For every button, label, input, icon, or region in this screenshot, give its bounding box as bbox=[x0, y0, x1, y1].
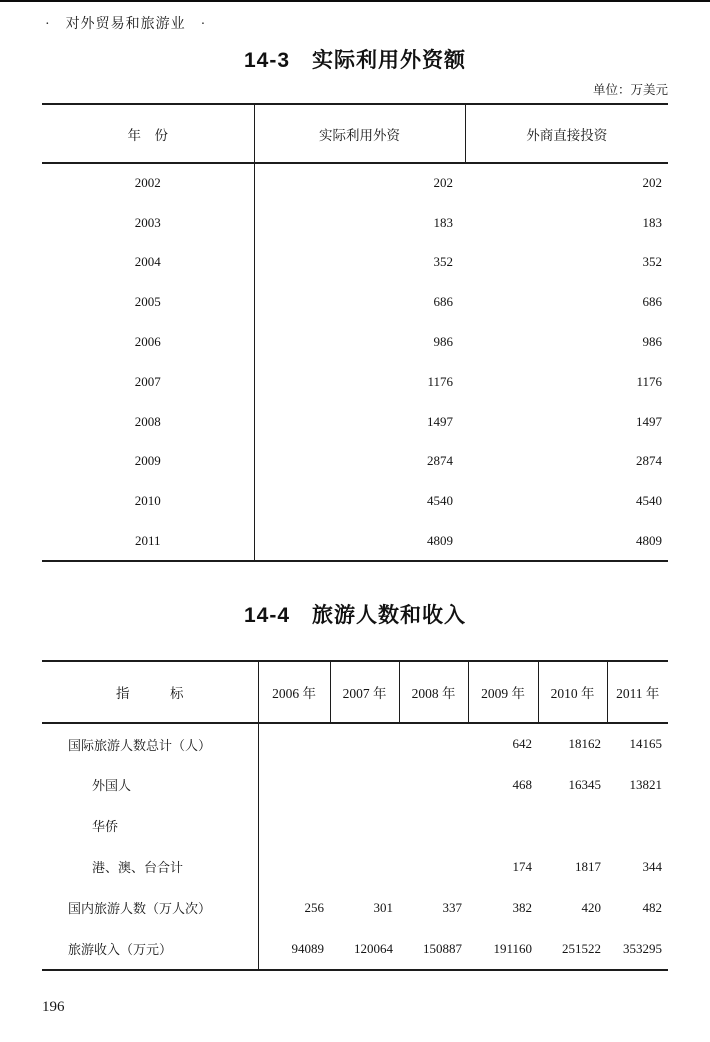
scan-edge-line bbox=[0, 0, 710, 2]
value-cell-2009: 468 bbox=[512, 776, 532, 792]
value-cell-2011: 14165 bbox=[629, 736, 662, 752]
table2-col-header-2007: 2007 年 bbox=[330, 661, 399, 723]
table1-row bbox=[42, 481, 668, 521]
table2-title: 14-4 旅游人数和收入 bbox=[243, 604, 467, 627]
utilized-foreign-capital-cell: 183 bbox=[433, 214, 453, 230]
table1-col-header-fdi: 外商直接投资 bbox=[465, 104, 668, 163]
value-cell-2008 bbox=[399, 723, 468, 764]
value-cell-2011 bbox=[607, 805, 668, 846]
table2-row bbox=[42, 887, 668, 928]
table2-row bbox=[42, 723, 668, 764]
foreign-direct-investment-cell: 1176 bbox=[636, 373, 662, 389]
utilized-foreign-capital-cell: 1176 bbox=[427, 373, 453, 389]
table1-row bbox=[42, 322, 668, 362]
utilized-foreign-capital-cell: 986 bbox=[433, 334, 453, 350]
indicator-label-cell: 国内旅游人数（万人次） bbox=[42, 887, 258, 928]
foreign-direct-investment-cell: 352 bbox=[642, 254, 662, 270]
unit-label: 单位：万美元 bbox=[592, 83, 668, 97]
year-cell: 2011 bbox=[42, 521, 254, 561]
value-cell-2010: 1817 bbox=[575, 858, 601, 874]
value-cell-2010: 16345 bbox=[568, 776, 601, 792]
table2-row bbox=[42, 764, 668, 805]
value-cell-2009: 174 bbox=[512, 858, 532, 874]
indicator-label-cell: 旅游收入（万元） bbox=[42, 928, 258, 969]
value-cell-2007: 301 bbox=[373, 899, 393, 915]
year-cell: 2004 bbox=[42, 243, 254, 283]
table1-row bbox=[42, 243, 668, 283]
value-cell-2009: 191160 bbox=[493, 940, 532, 956]
table2-col-header-2008: 2008 年 bbox=[399, 661, 468, 723]
table2-col-header-2010: 2010 年 bbox=[538, 661, 607, 723]
table1-row bbox=[42, 282, 668, 322]
year-cell: 2009 bbox=[42, 442, 254, 482]
value-cell-2007: 120064 bbox=[354, 940, 393, 956]
value-cell-2007 bbox=[330, 764, 399, 805]
utilized-foreign-capital-cell: 202 bbox=[433, 175, 453, 191]
value-cell-2011: 344 bbox=[642, 858, 662, 874]
value-cell-2011: 482 bbox=[642, 899, 662, 915]
year-cell: 2006 bbox=[42, 322, 254, 362]
foreign-direct-investment-cell: 986 bbox=[642, 334, 662, 350]
value-cell-2006 bbox=[258, 846, 330, 887]
utilized-foreign-capital-cell: 4540 bbox=[427, 493, 453, 509]
value-cell-2011: 13821 bbox=[629, 776, 662, 792]
table1-row bbox=[42, 402, 668, 442]
value-cell-2009: 382 bbox=[512, 899, 532, 915]
value-cell-2008: 337 bbox=[442, 899, 462, 915]
table1-row bbox=[42, 163, 668, 203]
value-cell-2008 bbox=[399, 764, 468, 805]
utilized-foreign-capital-cell: 4809 bbox=[427, 532, 453, 548]
value-cell-2010: 18162 bbox=[568, 736, 601, 752]
value-cell-2010 bbox=[538, 805, 607, 846]
table2-row bbox=[42, 928, 668, 969]
value-cell-2006: 256 bbox=[304, 899, 324, 915]
indicator-label-cell: 港、澳、台合计 bbox=[42, 846, 258, 887]
foreign-direct-investment-cell: 2874 bbox=[636, 453, 662, 469]
indicator-label-cell: 外国人 bbox=[42, 764, 258, 805]
table2-col-header-2011: 2011 年 bbox=[607, 661, 668, 723]
value-cell-2007 bbox=[330, 846, 399, 887]
year-cell: 2008 bbox=[42, 402, 254, 442]
value-cell-2010: 420 bbox=[581, 899, 601, 915]
value-cell-2006 bbox=[258, 723, 330, 764]
indicator-label-cell: 国际旅游人数总计（人） bbox=[42, 723, 258, 764]
table1-row bbox=[42, 521, 668, 561]
year-cell: 2010 bbox=[42, 481, 254, 521]
page-number: 196 bbox=[42, 999, 65, 1015]
foreign-direct-investment-cell: 1497 bbox=[636, 413, 662, 429]
foreign-direct-investment-cell: 183 bbox=[642, 214, 662, 230]
foreign-capital-table bbox=[42, 103, 668, 562]
table1-title: 14-3 实际利用外资额 bbox=[243, 49, 467, 72]
value-cell-2010: 251522 bbox=[562, 940, 601, 956]
table1-row bbox=[42, 442, 668, 482]
value-cell-2006 bbox=[258, 764, 330, 805]
foreign-direct-investment-cell: 4540 bbox=[636, 493, 662, 509]
utilized-foreign-capital-cell: 2874 bbox=[427, 453, 453, 469]
table2-header-row bbox=[42, 661, 668, 723]
table2-col-header-2006: 2006 年 bbox=[258, 661, 330, 723]
table1-row bbox=[42, 203, 668, 243]
foreign-direct-investment-cell: 202 bbox=[642, 175, 662, 191]
utilized-foreign-capital-cell: 686 bbox=[433, 294, 453, 310]
foreign-direct-investment-cell: 4809 bbox=[636, 532, 662, 548]
table1-col-header-utilized: 实际利用外资 bbox=[254, 104, 465, 163]
year-cell: 2002 bbox=[42, 163, 254, 203]
table2-col-header-2009: 2009 年 bbox=[468, 661, 538, 723]
indicator-label-cell: 华侨 bbox=[42, 805, 258, 846]
table1-header-row bbox=[42, 104, 668, 163]
value-cell-2008 bbox=[399, 846, 468, 887]
value-cell-2008: 150887 bbox=[423, 940, 462, 956]
value-cell-2009 bbox=[468, 805, 538, 846]
utilized-foreign-capital-cell: 1497 bbox=[427, 413, 453, 429]
year-cell: 2005 bbox=[42, 282, 254, 322]
utilized-foreign-capital-cell: 352 bbox=[433, 254, 453, 270]
value-cell-2007 bbox=[330, 723, 399, 764]
table2-col-header-indicator: 指 标 bbox=[42, 661, 258, 723]
table1-row bbox=[42, 362, 668, 402]
value-cell-2007 bbox=[330, 805, 399, 846]
table1-col-header-year: 年 份 bbox=[42, 104, 254, 163]
table2-row bbox=[42, 805, 668, 846]
year-cell: 2007 bbox=[42, 362, 254, 402]
foreign-direct-investment-cell: 686 bbox=[642, 294, 662, 310]
running-head: · 对外贸易和旅游业 · bbox=[45, 17, 207, 32]
value-cell-2009: 642 bbox=[512, 736, 532, 752]
tourism-table bbox=[42, 660, 668, 971]
value-cell-2008 bbox=[399, 805, 468, 846]
value-cell-2006: 94089 bbox=[291, 940, 324, 956]
value-cell-2006 bbox=[258, 805, 330, 846]
year-cell: 2003 bbox=[42, 203, 254, 243]
value-cell-2011: 353295 bbox=[623, 940, 662, 956]
table2-row bbox=[42, 846, 668, 887]
